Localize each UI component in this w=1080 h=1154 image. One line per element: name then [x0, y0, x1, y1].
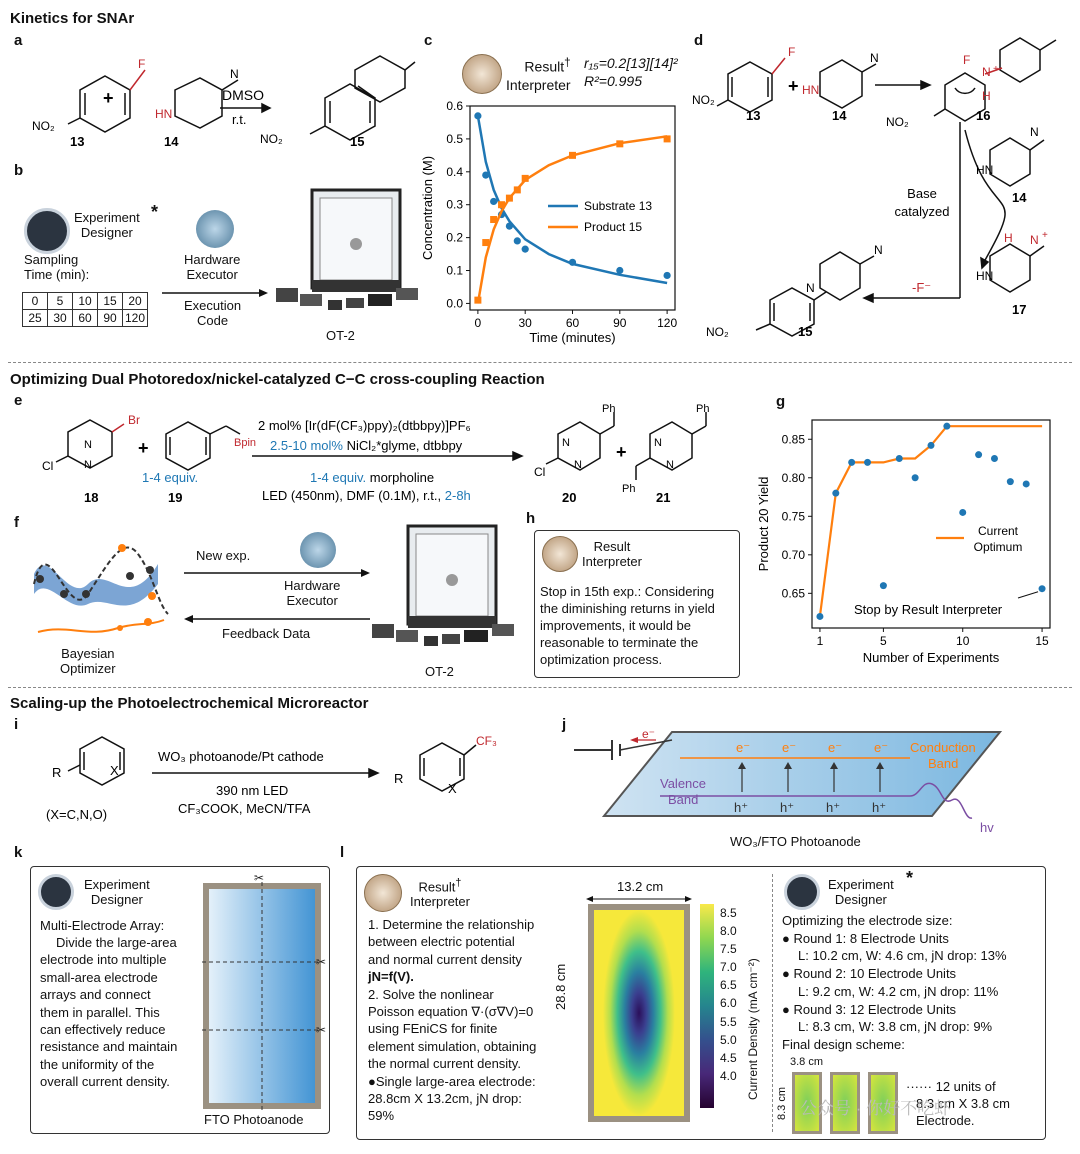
panel-i-scheme	[40, 735, 520, 830]
svg-text:Br: Br	[128, 413, 140, 427]
data-point	[569, 152, 576, 159]
svg-text:NO₂: NO₂	[886, 115, 909, 129]
feedback-arrow	[182, 612, 372, 626]
colorbar-label: Current Density (mA cm⁻²)	[746, 958, 760, 1100]
svg-text:Ph: Ph	[622, 483, 636, 495]
colorbar	[700, 904, 714, 1108]
data-point	[664, 135, 671, 142]
panel-label-d: d	[694, 32, 704, 49]
data-point	[912, 474, 919, 481]
svg-text:N: N	[874, 243, 883, 257]
data-point	[514, 186, 521, 193]
data-point	[490, 198, 497, 205]
colorbar-ticks: 8.5 8.0 7.5 7.0 6.5 6.0 5.5 5.0 4.5 4.0	[720, 906, 737, 1083]
legend-label: Current	[977, 524, 1019, 538]
hardware-executor-logo-icon	[300, 532, 336, 568]
data-point	[664, 272, 671, 279]
valence-band-label: Valence Band	[660, 776, 707, 807]
y-tick-label: 0.85	[781, 432, 805, 447]
data-point	[474, 297, 481, 304]
data-point	[943, 423, 950, 430]
result-interpreter-label: Result† Interpreter	[506, 56, 571, 93]
hardware-executor-label: Hardware Executor	[184, 252, 241, 282]
compound-15: 15	[350, 134, 365, 149]
y-axis-label: Product 20 Yield	[756, 476, 771, 572]
conduction-band-label: Conduction Band	[910, 740, 976, 771]
x-tick-label: 10	[956, 634, 970, 648]
svg-text:h⁺: h⁺	[780, 800, 795, 815]
data-point	[864, 459, 871, 466]
panel-label-i: i	[14, 716, 19, 733]
data-point	[514, 237, 521, 244]
compound-19: 19	[168, 490, 183, 505]
result-interpreter-label: Result Interpreter	[582, 539, 642, 569]
svg-text:N: N	[84, 459, 92, 471]
svg-text:+: +	[1042, 230, 1048, 241]
data-point	[975, 451, 982, 458]
experiment-designer-label: Experiment Designer	[74, 210, 140, 240]
final-design-text: ······ 12 units of 8.3 cm X 3.8 cm Electrode.	[906, 1079, 1010, 1128]
section-divider	[8, 362, 1072, 363]
svg-text:NO₂: NO₂	[706, 325, 729, 339]
rate-law: r₁₅=0.2[13][14]² R²=0.995	[584, 55, 678, 89]
y-tick-label: 0.70	[781, 547, 805, 562]
legend-label: Optimum	[973, 540, 1023, 554]
data-point	[506, 222, 513, 229]
experiment-designer-label: Experiment Designer	[84, 877, 150, 907]
compound-14: 14	[1012, 190, 1027, 205]
svg-text:H: H	[1004, 231, 1013, 245]
panel-h-text: Stop in 15th exp.: Considering the diminishing returns in yield improvements, it would be reasonable to terminate the optimization process.	[540, 584, 715, 667]
x-tick-label: 0	[474, 316, 482, 330]
condition-led: 390 nm LED	[216, 783, 289, 798]
ot2-robot-icon	[368, 520, 518, 660]
svg-text:e⁻: e⁻	[828, 740, 843, 755]
annotation-arrow	[1018, 592, 1038, 598]
panel-label-k: k	[14, 844, 23, 861]
svg-text:X: X	[448, 781, 457, 796]
photoanode-caption: WO₃/FTO Photoanode	[730, 834, 861, 849]
data-point	[928, 442, 935, 449]
result-interpreter-logo-icon	[462, 54, 502, 94]
minus-fluoride-label: -F⁻	[912, 280, 932, 295]
sampling-times-table: 0 5 10 15 20 25 30 60 90 120	[22, 292, 148, 327]
data-point	[616, 267, 623, 274]
current-density-map	[588, 904, 690, 1122]
n-label: N	[230, 67, 239, 81]
experiment-designer-label: Experiment Designer	[828, 877, 894, 907]
panel-label-c: c	[424, 32, 433, 49]
data-point	[1023, 480, 1030, 487]
designer-star: *	[151, 202, 159, 222]
base-catalyzed-label: Base catalyzed	[894, 186, 950, 219]
svg-text:e⁻: e⁻	[782, 740, 797, 755]
svg-text:HN: HN	[802, 83, 820, 97]
legend-label: Product 15	[584, 220, 643, 234]
compound-21: 21	[656, 490, 671, 505]
data-point	[490, 216, 497, 223]
svg-text:+: +	[788, 76, 799, 96]
data-point	[522, 175, 529, 182]
hardware-executor-logo-icon	[196, 210, 234, 248]
condition-nickel: 2.5-10 mol% NiCl₂*glyme, dtbbpy	[270, 438, 463, 453]
hardware-executor-label: Hardware Executor	[284, 578, 341, 608]
data-point	[1007, 478, 1014, 485]
equiv-label: 1-4 equiv.	[142, 470, 199, 485]
watermark: 公众号 · 你好不吃虾	[800, 1099, 952, 1118]
svg-text:+: +	[103, 88, 114, 108]
panel-label-h: h	[526, 510, 536, 527]
x-axis-label: Number of Experiments	[862, 650, 1000, 665]
data-point	[1039, 585, 1046, 592]
hn-label: HN	[155, 107, 173, 121]
svg-text:h⁺: h⁺	[872, 800, 887, 815]
new-exp-label: New exp.	[196, 548, 251, 563]
reagent-dmso: DMSO	[222, 87, 264, 103]
multi-electrode-heading: Multi-Electrode Array:	[40, 918, 165, 933]
y-tick-label: 0.0	[446, 296, 463, 311]
svg-text:+: +	[138, 438, 149, 458]
svg-text:✂: ✂	[316, 1023, 327, 1037]
compound-13: 13	[746, 108, 761, 123]
y-tick-label: 0.65	[781, 586, 805, 601]
svg-text:Cl: Cl	[42, 459, 54, 473]
data-point	[848, 459, 855, 466]
data-point	[522, 246, 529, 253]
svg-text:F: F	[788, 45, 796, 59]
ot2-robot-icon	[272, 184, 422, 324]
condition-base: 1-4 equiv. morpholine	[310, 470, 435, 485]
x-tick-label: 1	[816, 634, 824, 648]
y-tick-label: 0.3	[446, 197, 463, 212]
svg-text:NO₂: NO₂	[692, 93, 715, 107]
svg-text:Cl: Cl	[534, 465, 546, 479]
panel-j-band-diagram	[560, 720, 1075, 855]
data-point	[832, 490, 839, 497]
svg-text:N: N	[1030, 233, 1039, 247]
x-tick-label: 30	[518, 316, 532, 330]
compound-15: 15	[798, 324, 813, 339]
stop-annotation: Stop by Result Interpreter	[854, 602, 1003, 617]
legend-label: Substrate 13	[584, 199, 653, 213]
compound-17: 17	[1012, 302, 1027, 317]
data-point	[991, 455, 998, 462]
svg-text:N: N	[84, 439, 92, 451]
fto-photoanode-caption: FTO Photoanode	[204, 1112, 304, 1127]
data-point	[959, 509, 966, 516]
svg-text:N: N	[1030, 125, 1039, 139]
x-tick-label: 90	[613, 316, 627, 330]
svg-text:✂: ✂	[254, 872, 265, 885]
svg-text:R: R	[52, 765, 62, 780]
svg-text:+: +	[616, 442, 627, 462]
compound-20: 20	[562, 490, 577, 505]
y-tick-label: 0.6	[446, 99, 463, 113]
data-point	[569, 259, 576, 266]
result-interpreter-logo-icon	[542, 536, 578, 572]
result-interpreter-label: Result† Interpreter	[410, 877, 470, 910]
panel-label-j: j	[562, 716, 567, 733]
electrode-array-diagram	[196, 872, 330, 1128]
svg-text:e⁻: e⁻	[874, 740, 889, 755]
data-point	[498, 201, 505, 208]
section-divider	[8, 687, 1072, 688]
y-tick-label: 0.75	[781, 509, 805, 524]
new-exp-arrow	[182, 566, 372, 580]
y-tick-label: 0.1	[446, 263, 463, 278]
kinetics-chart	[410, 96, 690, 358]
svg-text:N: N	[574, 459, 582, 471]
svg-text:N: N	[982, 65, 991, 79]
svg-text:+: +	[993, 64, 999, 75]
bayesian-optimizer-label: Bayesian Optimizer	[60, 646, 116, 676]
data-point	[896, 455, 903, 462]
current-optimum-line	[820, 426, 1042, 616]
no2-label: NO₂	[32, 119, 55, 133]
panel-l-divider	[772, 874, 773, 1132]
condition-light: LED (450nm), DMF (0.1M), r.t., 2-8h	[262, 488, 471, 503]
hv-label: hv	[980, 820, 994, 835]
optimization-chart	[750, 400, 1070, 680]
x-tick-label: 60	[565, 316, 580, 330]
panel-label-l: l	[340, 844, 345, 861]
panel-a-scheme	[10, 40, 420, 160]
svg-text:HN: HN	[976, 163, 994, 177]
experiment-designer-logo-icon	[38, 874, 74, 910]
feedback-data-label: Feedback Data	[222, 626, 311, 641]
ot2-label: OT-2	[326, 328, 355, 343]
fluorine-label: F	[138, 57, 146, 71]
reagent-photoanode: WO₃ photoanode/Pt cathode	[158, 749, 324, 764]
data-point	[880, 582, 887, 589]
svg-text:h⁺: h⁺	[826, 800, 841, 815]
svg-text:H: H	[982, 89, 991, 103]
y-axis-label: Concentration (M)	[420, 155, 435, 261]
data-point	[482, 239, 489, 246]
svg-text:N: N	[806, 281, 815, 295]
compound-18: 18	[84, 490, 99, 505]
svg-text:N: N	[870, 51, 879, 65]
svg-text:N: N	[654, 437, 662, 449]
panel-label-b: b	[14, 162, 24, 179]
panel-e-scheme	[10, 398, 770, 510]
svg-text:R: R	[394, 771, 404, 786]
execution-code-label: Execution Code	[184, 298, 242, 328]
data-point	[506, 195, 513, 202]
y-tick-label: 0.2	[446, 230, 463, 245]
section-title-optimizing: Optimizing Dual Photoredox/nickel-catalyzed C−C cross-coupling Reaction	[10, 371, 545, 388]
svg-text:Ph: Ph	[602, 403, 616, 415]
x-axis-label: Time (minutes)	[529, 330, 616, 345]
electrode-optimization-text: Optimizing the electrode size: ● Round 1: 8 Electrode Units L: 10.2 cm, W: 4.6 cm, jN drop: 13% ● Round 2: 10 Electrode Units L: 9.2 cm, W: 4.2 cm, jN drop: 11% ● Round 3: 12 Electrode Units L: 8.3 cm, W: 3.8 cm, jN drop: 9% Final design scheme:	[782, 913, 1007, 1052]
svg-text:N: N	[562, 437, 570, 449]
y-tick-label: 0.80	[781, 470, 805, 485]
condition-salts: CF₃COOK, MeCN/TFA	[178, 801, 311, 816]
no2-label: NO₂	[260, 132, 283, 146]
designer-star: *	[906, 868, 914, 888]
svg-text:Ph: Ph	[696, 403, 710, 415]
compound-16: 16	[976, 108, 991, 123]
data-point	[616, 140, 623, 147]
panel-l-text: 1. Determine the relationship between electric potential and normal current density jN=f(V). 2. Solve the nonlinear Poisson equation ∇·(σ∇V)=0 using FEniCS for finite element simulation, obtaining the normal current density. ●Single large-area electrode: 28.8cm X 13.2cm, jN drop: 59%	[368, 917, 537, 1124]
x-tick-label: 15	[1035, 634, 1049, 648]
svg-text:N: N	[666, 459, 674, 471]
compound-14: 14	[164, 134, 179, 149]
compound-13: 13	[70, 134, 85, 149]
panel-label-a: a	[14, 32, 23, 49]
svg-text:h⁺: h⁺	[734, 800, 749, 815]
svg-text:e⁻: e⁻	[736, 740, 751, 755]
data-point	[474, 112, 481, 119]
svg-text:e⁻: e⁻	[642, 727, 656, 741]
section-title-scaling: Scaling-up the Photoelectrochemical Microreactor	[10, 695, 369, 712]
condition-photocatalyst: 2 mol% [Ir(dF(CF₃)ppy)₂(dtbbpy)]PF₆	[258, 418, 471, 433]
section-title-kinetics: Kinetics for SNAr	[10, 10, 135, 27]
reagent-cond: r.t.	[232, 112, 247, 127]
y-tick-label: 0.4	[446, 164, 463, 179]
unit-width-label: 3.8 cm	[790, 1056, 824, 1068]
compound-14: 14	[832, 108, 847, 123]
bayesian-optimizer-icon	[28, 534, 174, 638]
data-point	[482, 171, 489, 178]
y-tick-label: 0.5	[446, 131, 463, 146]
data-point	[816, 613, 823, 620]
panel-label-f: f	[14, 514, 19, 531]
panel-d-mechanism	[690, 30, 1075, 360]
ot2-label: OT-2	[425, 664, 454, 679]
x-definition: (X=C,N,O)	[46, 807, 108, 822]
panel-label-e: e	[14, 392, 23, 409]
svg-text:F: F	[963, 53, 971, 67]
experiment-designer-logo-icon	[24, 208, 70, 254]
x-tick-label: 120	[657, 316, 678, 330]
panel-k-text: Divide the large-area electrode into multiple small-area electrode arrays and connect them in parallel. This can effectively reduce resistance and maintain the uniformity of the overall current density.	[40, 935, 178, 1090]
svg-text:HN: HN	[976, 269, 994, 283]
x-tick-label: 5	[880, 634, 887, 648]
result-interpreter-logo-icon	[364, 874, 402, 912]
svg-text:X: X	[110, 763, 119, 778]
cf3-label: CF₃	[476, 735, 497, 748]
panel-label-g: g	[776, 393, 786, 410]
experiment-designer-logo-icon	[784, 874, 820, 910]
sampling-label: Sampling Time (min):	[24, 252, 90, 282]
electrode-height-label: 28.8 cm	[553, 963, 568, 1010]
unit-height-label: 8.3 cm	[776, 1086, 788, 1120]
svg-text:✂: ✂	[316, 955, 327, 969]
bpin-label: Bpin	[234, 437, 257, 449]
electrode-width-label: 13.2 cm	[617, 879, 664, 894]
